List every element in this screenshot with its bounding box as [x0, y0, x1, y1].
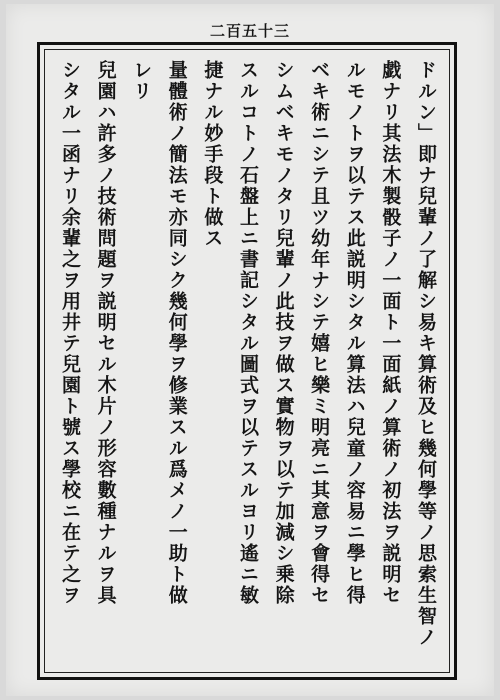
page-number: 二百五十三: [209, 22, 291, 40]
text-line: レリ: [130, 60, 153, 102]
text-line: ドルン」即ナ兒輩ノ了解シ易キ算術及ヒ幾何學等ノ思索生智ノ: [414, 60, 437, 648]
text-line: スルコトノ石盤上ニ書記シタル圖式ヲ以テスルヨリ遙ニ敏: [236, 60, 259, 606]
body-text: [58, 60, 438, 658]
text-line: 量體術ノ簡法モ亦同シク幾何學ヲ修業スル爲メノ一助ト做: [165, 60, 188, 606]
text-line: ルモノトヲ以テス此説明シタル算法ハ兒童ノ容易ニ學ヒ得: [343, 60, 366, 606]
text-line: ベキ術ニシテ且ツ幼年ナシテ嬉ヒ樂ミ明亮ニ其意ヲ會得セ: [308, 60, 331, 606]
text-line: 戯ナリ其法木製骰子ノ一面ト一面紙ノ算術ノ初法ヲ説明セ: [379, 60, 402, 606]
text-line: シムベキモノタリ兒輩ノ此技ヲ做ス實物ヲ以テ加減シ乗除: [272, 60, 295, 606]
text-line: 捷ナル妙手段ト做ス: [201, 60, 224, 249]
text-line: シタル一函ナリ余輩之ヲ用井テ兒園ト號ス學校ニ在テ之ヲ: [59, 60, 81, 606]
text-line: 兒園ハ許多ノ技術問題ヲ説明セル木片ノ形容數種ナルヲ具: [94, 60, 117, 606]
